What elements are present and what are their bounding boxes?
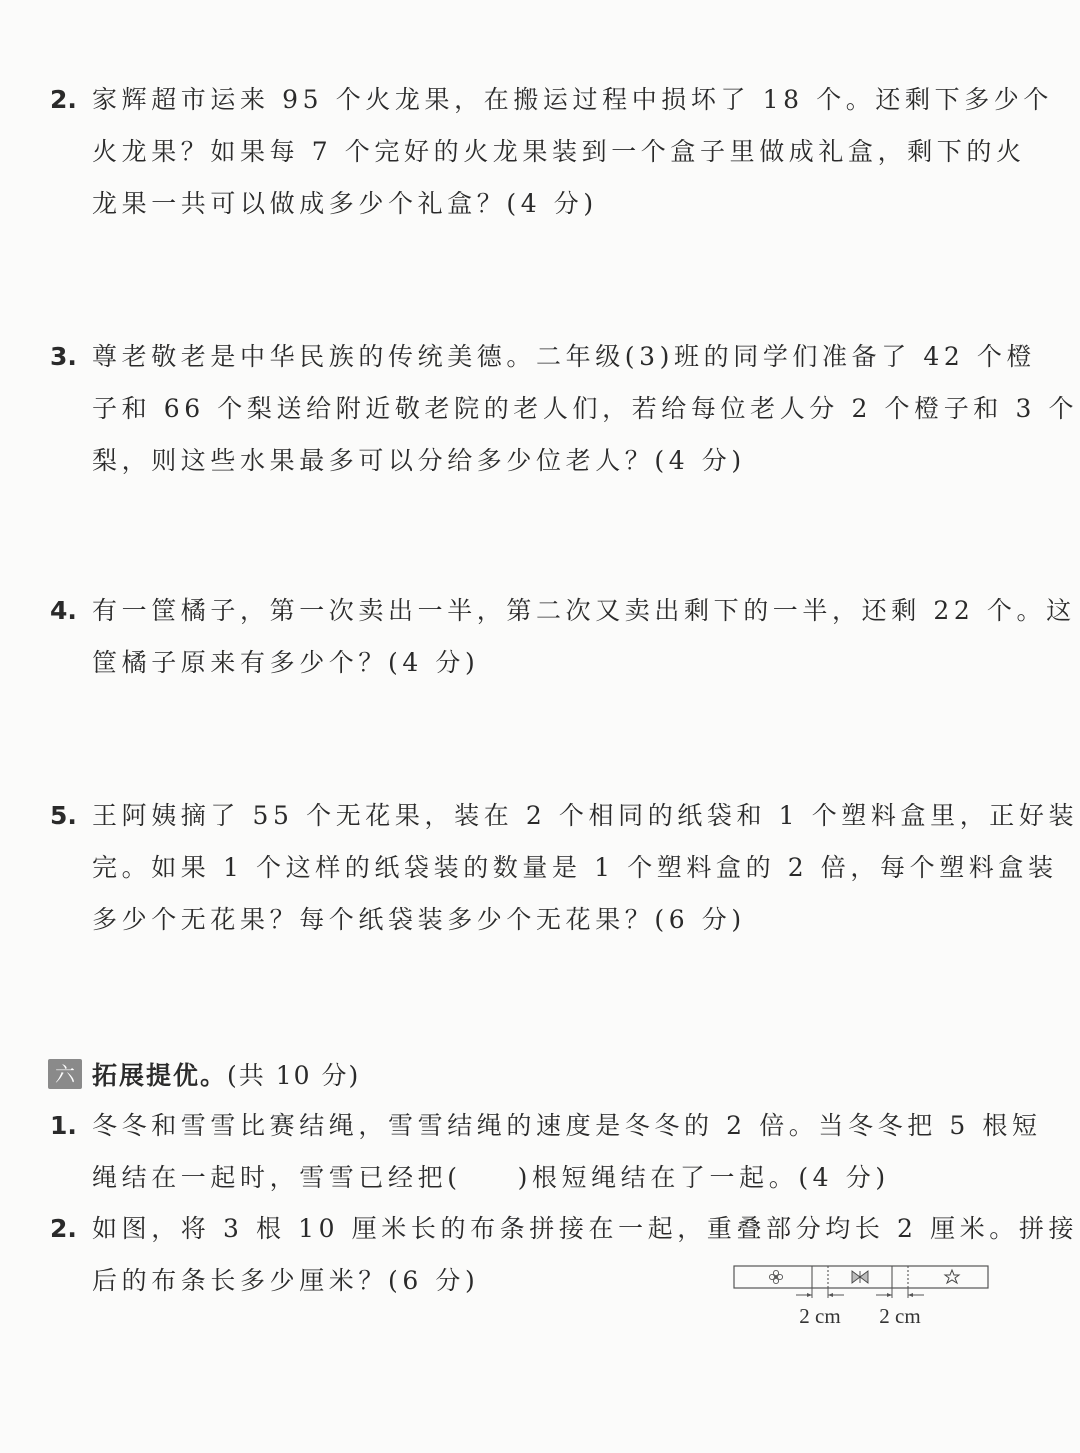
question-text-line: 尊老敬老是中华民族的传统美德。二年级(3)班的同学们准备了 42 个橙 [92,342,1037,371]
section-6-header [48,1052,360,1096]
question-text-line: 子和 66 个梨送给附近敬老院的老人们，若给每位老人分 2 个橙子和 3 个 [92,394,1079,423]
section-score: (共 10 分) [227,1061,361,1090]
section-6-question-1 [50,1100,1040,1204]
question-number: 5. [50,801,77,830]
star-flower-icon [945,1270,959,1283]
question-5 [50,790,1079,946]
question-text-line: 家辉超市运来 95 个火龙果，在搬运过程中损坏了 18 个。还剩下多少个 [92,85,1054,114]
dimension-label-right: 2 cm [879,1304,921,1328]
question-text-line: 冬冬和雪雪比赛结绳，雪雪结绳的速度是冬冬的 2 倍。当冬冬把 5 根短 [92,1111,1042,1140]
question-text-line: 多少个无花果？每个纸袋装多少个无花果？(6 分) [92,905,746,934]
question-text-line-with-blank [92,1152,1040,1204]
question-number: 1. [50,1111,77,1140]
question-3 [50,331,1079,487]
question-number: 2. [50,1214,77,1243]
flower-icon [769,1270,782,1283]
question-text-line: 后的布条长多少厘米？(6 分) [92,1266,480,1295]
question-text-line: 如图，将 3 根 10 厘米长的布条拼接在一起，重叠部分均长 2 厘米。拼接 [92,1214,1079,1243]
section-number-badge: 六 [48,1059,82,1089]
question-number: 2. [50,85,77,114]
question-text-line: 筐橘子原来有多少个？(4 分) [92,648,480,677]
question-2 [50,74,1054,230]
question-number: 4. [50,596,77,625]
question-text-line: 火龙果？如果每 7 个完好的火龙果装到一个盒子里做成礼盒，剩下的火 [92,137,1026,166]
question-text-line: 龙果一共可以做成多少个礼盒？(4 分) [92,189,598,218]
section-title: 拓展提优。 [92,1061,228,1090]
text-before-blank: 绳结在一起时，雪雪已经把( [92,1163,462,1192]
question-text-line: 完。如果 1 个这样的纸袋装的数量是 1 个塑料盒的 2 倍，每个塑料盒装 [92,853,1058,882]
question-number: 3. [50,342,77,371]
question-text-line: 有一筐橘子，第一次卖出一半，第二次又卖出剩下的一半，还剩 22 个。这 [92,596,1076,625]
text-after-blank: )根短绳结在了一起。(4 分) [517,1163,890,1192]
cloth-strips-diagram [730,1262,992,1332]
question-4 [50,585,1076,689]
dimension-label-left: 2 cm [799,1304,841,1328]
question-text-line: 王阿姨摘了 55 个无花果，装在 2 个相同的纸袋和 1 个塑料盒里，正好装 [92,801,1079,830]
butterfly-icon [852,1271,868,1283]
question-text-line: 梨，则这些水果最多可以分给多少位老人？(4 分) [92,446,746,475]
